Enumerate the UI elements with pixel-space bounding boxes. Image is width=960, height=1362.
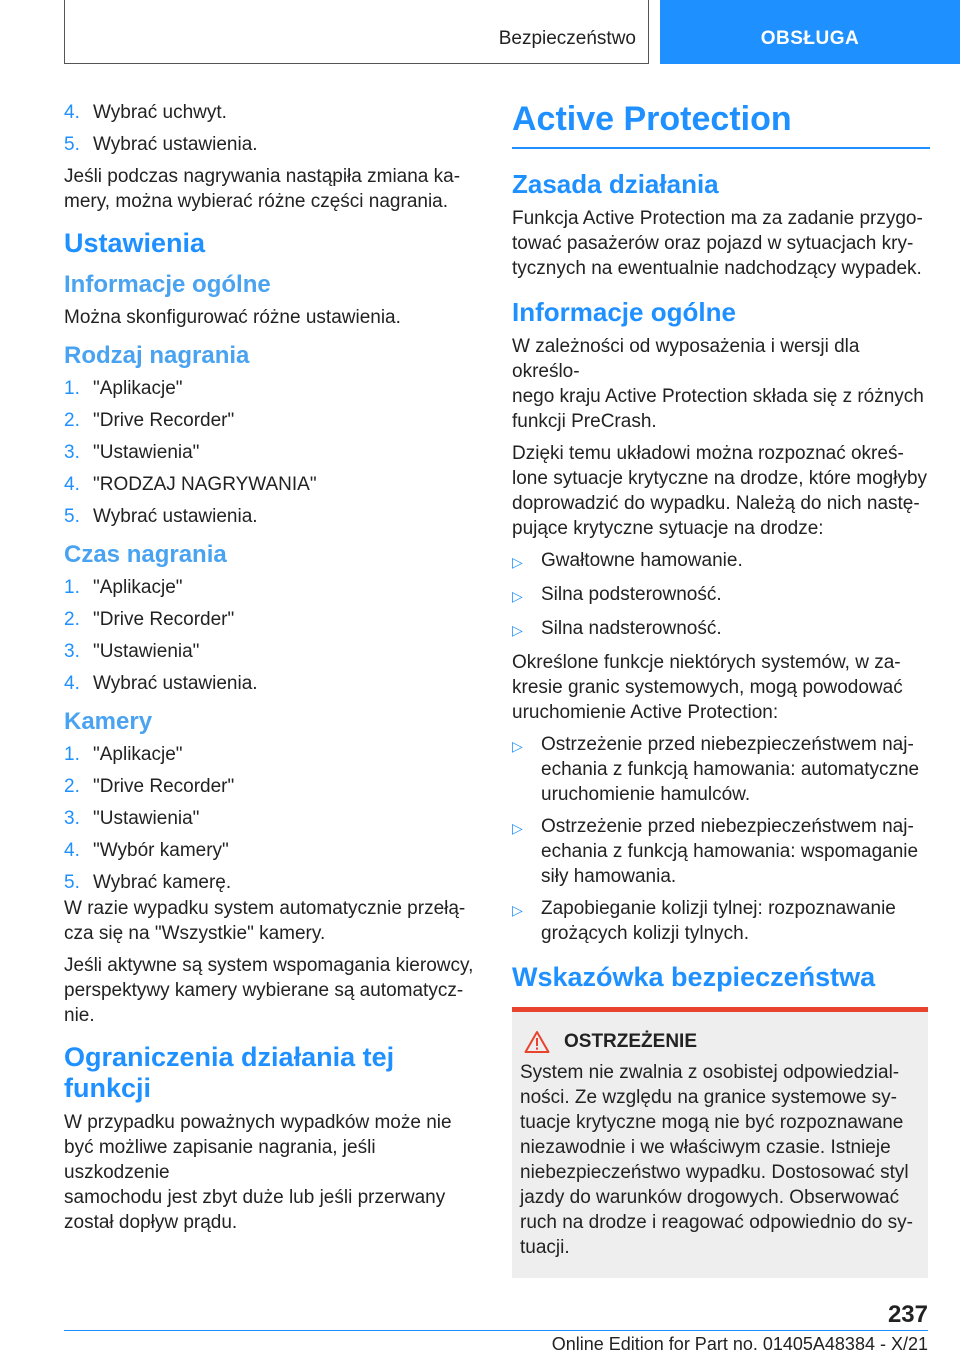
step-list-czas [64,575,484,696]
subsection-heading: Informacje ogólne [512,297,736,327]
header-section-title: Bezpieczeństwo [498,28,636,49]
header-tab-label: OBSŁUGA [760,28,860,49]
subsection-heading: Kamery [64,708,153,735]
subsection-heading: Zasada działania [512,169,719,199]
page-number: 237 [887,1301,928,1328]
header-tab[interactable] [660,0,960,64]
subsection-heading: Czas nagrania [64,541,227,568]
triangle-right-icon: ▷ [512,588,523,604]
warning-header [520,1030,920,1054]
list-item: 5. Wybrać ustawienia. [64,134,258,155]
header-section-box [64,0,649,64]
triangle-right-icon: ▷ [512,820,523,836]
list-item: ▷ Zapobieganie kolizji tylnej: rozpoznawanie grożących kolizji tylnych. [512,898,896,944]
paragraph: W razie wypadku system automatycznie przełą- cza się na "Wszystkie" kamery. [64,898,466,944]
left-column [64,100,484,1242]
list-item: 4. "Wybór kamery" [64,840,229,861]
list-item: 4. Wybrać ustawienia. [64,673,258,694]
list-item: 3. "Ustawienia" [64,442,200,463]
list-item: 2. "Drive Recorder" [64,410,235,431]
paragraph: Funkcja Active Protection ma za zadanie przygo- tować pasażerów oraz pojazd w sytuacjach kry- tycznych na ewentualnie nadchodzący wypadek. [512,208,923,279]
section-heading: Wskazówka bezpieczeństwa [512,962,876,992]
step-list-top [64,100,484,157]
footer-divider [64,1330,928,1331]
bullet-list-1 [512,548,930,643]
page-title: Active Protection [512,100,930,149]
right-column [512,100,930,1278]
list-item: 4. "RODZAJ NAGRYWANIA" [64,474,317,495]
paragraph: Jeśli aktywne są system wspomagania kierowcy, perspektywy kamery wybierane są automatycz- nie. [64,955,474,1026]
section-heading: Ograniczenia działania tej funkcji [64,1042,395,1103]
section-heading: Ustawienia [64,228,206,258]
paragraph: Można skonfigurować różne ustawienia. [64,307,401,328]
warning-text: System nie zwalnia z osobistej odpowiedzial- ności. Ze względu na granice systemowe sy- tuacje krytyczne mogą nie być rozpoznawane niezawodnie i we właściwym czasie. Istnieje niebezpieczeństwo wypadku. Dostosować styl jazdy do warunków drogowych. Obserwować ruch na drodze i reagować odpowiednio do sy- tuacji. [520,1062,913,1258]
triangle-right-icon: ▷ [512,622,523,638]
step-list-rodzaj [64,376,484,529]
list-item: ▷ Ostrzeżenie przed niebezpieczeństwem naj- echania z funkcją hamowania: wspomaganie siły hamowania. [512,816,919,887]
warning-box [512,1007,928,1278]
paragraph: Dzięki temu układowi można rozpoznać okreś- lone sytuacje krytyczne na drodze, które mogłyby doprowadzić do wypadku. Należą do nich nastę- pujące krytyczne sytuacje na drodze: [512,443,928,539]
subsection-heading: Informacje ogólne [64,271,271,298]
warning-title: OSTRZEŻENIE [564,1031,698,1052]
list-item: 5. Wybrać ustawienia. [64,506,258,527]
list-item: ▷ Ostrzeżenie przed niebezpieczeństwem naj- echania z funkcją hamowania: automatyczne uruchomienie hamulców. [512,734,920,805]
paragraph: W przypadku poważnych wypadków może nie być możliwe zapisanie nagrania, jeśli uszkodzenie samochodu jest zbyt duże lub jeśli przerwany został dopływ prądu. [64,1112,452,1233]
list-item: 4. Wybrać uchwyt. [64,102,227,123]
list-item: 3. "Ustawienia" [64,641,200,662]
subsection-heading: Rodzaj nagrania [64,342,250,369]
list-item: 2. "Drive Recorder" [64,776,235,797]
triangle-right-icon: ▷ [512,738,523,754]
paragraph: Określone funkcje niektórych systemów, w za- kresie granic systemowych, mogą powodować uruchomienie Active Protection: [512,652,903,723]
bullet-list-2 [512,732,930,946]
list-item: 1. "Aplikacje" [64,744,183,765]
paragraph: W zależności od wyposażenia i wersji dla określo- nego kraju Active Protection składa się z różnych funkcji PreCrash. [512,336,924,432]
warning-triangle-icon [524,1030,550,1054]
list-item: ▷ Silna nadsterowność. [512,616,930,643]
list-item: 5. Wybrać kamerę. [64,872,232,893]
list-item: 1. "Aplikacje" [64,378,183,399]
list-item: 3. "Ustawienia" [64,808,200,829]
list-item: ▷ Silna podsterowność. [512,582,930,609]
triangle-right-icon: ▷ [512,902,523,918]
list-item: 2. "Drive Recorder" [64,609,235,630]
triangle-right-icon: ▷ [512,554,523,570]
list-item: 1. "Aplikacje" [64,577,183,598]
list-item: ▷ Gwałtowne hamowanie. [512,548,930,575]
footer-edition: Online Edition for Part no. 01405A48384 - X/21 [551,1334,928,1354]
step-list-kamery [64,742,484,895]
paragraph: Jeśli podczas nagrywania nastąpiła zmiana ka- mery, można wybierać różne części nagrania. [64,166,461,212]
